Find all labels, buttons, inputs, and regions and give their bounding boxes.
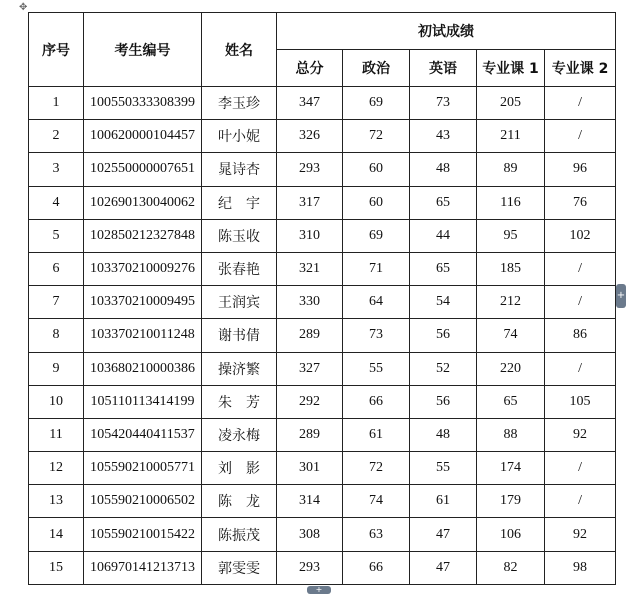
cell-politics: 64: [343, 286, 410, 319]
cell-major1: 212: [477, 286, 545, 319]
cell-index: 13: [29, 485, 84, 518]
cell-exam-id: 100550333308399: [84, 87, 202, 120]
cell-exam-id: 103370210009276: [84, 252, 202, 285]
cell-major2: /: [545, 286, 616, 319]
cell-exam-id: 105590210006502: [84, 485, 202, 518]
cell-index: 14: [29, 518, 84, 551]
cell-name: 李玉珍: [202, 87, 277, 120]
cell-major1: 95: [477, 219, 545, 252]
header-major2: 专业课 2: [545, 50, 616, 87]
cell-politics: 74: [343, 485, 410, 518]
table-row: [29, 120, 616, 153]
cell-exam-id: 102550000007651: [84, 153, 202, 186]
cell-english: 73: [410, 87, 477, 120]
cell-politics: 60: [343, 186, 410, 219]
cell-total: 326: [277, 120, 343, 153]
add-column-handle-icon[interactable]: +: [616, 284, 626, 308]
cell-politics: 63: [343, 518, 410, 551]
table-row: [29, 286, 616, 319]
cell-exam-id: 105420440411537: [84, 418, 202, 451]
cell-name: 朱芳: [202, 385, 277, 418]
cell-exam-id: 100620000104457: [84, 120, 202, 153]
cell-exam-id: 103370210011248: [84, 319, 202, 352]
header-row-1: [29, 13, 616, 50]
header-major1: 专业课 1: [477, 50, 545, 87]
cell-english: 56: [410, 385, 477, 418]
cell-index: 9: [29, 352, 84, 385]
cell-total: 301: [277, 452, 343, 485]
cell-major2: /: [545, 252, 616, 285]
cell-name: 谢书倩: [202, 319, 277, 352]
header-exam-id: 考生编号: [84, 13, 202, 87]
table-move-handle-icon[interactable]: ✥: [19, 2, 28, 13]
cell-english: 48: [410, 418, 477, 451]
cell-total: 289: [277, 418, 343, 451]
table-row: [29, 418, 616, 451]
cell-total: 347: [277, 87, 343, 120]
cell-english: 48: [410, 153, 477, 186]
cell-major2: /: [545, 352, 616, 385]
cell-english: 55: [410, 452, 477, 485]
table-row: [29, 219, 616, 252]
cell-major2: 105: [545, 385, 616, 418]
cell-major1: 74: [477, 319, 545, 352]
cell-major2: /: [545, 452, 616, 485]
cell-index: 6: [29, 252, 84, 285]
cell-exam-id: 105590210005771: [84, 452, 202, 485]
cell-exam-id: 103370210009495: [84, 286, 202, 319]
cell-major1: 205: [477, 87, 545, 120]
cell-major1: 211: [477, 120, 545, 153]
cell-english: 54: [410, 286, 477, 319]
cell-total: 289: [277, 319, 343, 352]
table-row: [29, 485, 616, 518]
cell-major2: 86: [545, 319, 616, 352]
cell-name: 张春艳: [202, 252, 277, 285]
table-row: [29, 87, 616, 120]
cell-major1: 106: [477, 518, 545, 551]
cell-politics: 55: [343, 352, 410, 385]
cell-index: 2: [29, 120, 84, 153]
cell-name: 郭雯雯: [202, 551, 277, 584]
cell-exam-id: 106970141213713: [84, 551, 202, 584]
table-row: [29, 352, 616, 385]
cell-index: 8: [29, 319, 84, 352]
cell-name: 王润宾: [202, 286, 277, 319]
table-row: [29, 153, 616, 186]
cell-index: 7: [29, 286, 84, 319]
cell-index: 3: [29, 153, 84, 186]
cell-total: 330: [277, 286, 343, 319]
cell-major1: 89: [477, 153, 545, 186]
cell-total: 293: [277, 551, 343, 584]
cell-index: 12: [29, 452, 84, 485]
cell-total: 308: [277, 518, 343, 551]
cell-major2: 92: [545, 518, 616, 551]
cell-english: 44: [410, 219, 477, 252]
cell-major1: 185: [477, 252, 545, 285]
score-table: [28, 12, 616, 585]
cell-major1: 65: [477, 385, 545, 418]
cell-total: 317: [277, 186, 343, 219]
header-name: 姓名: [202, 13, 277, 87]
cell-exam-id: 102850212327848: [84, 219, 202, 252]
cell-major1: 174: [477, 452, 545, 485]
cell-major2: 92: [545, 418, 616, 451]
cell-name: 凌永梅: [202, 418, 277, 451]
cell-major2: 96: [545, 153, 616, 186]
cell-exam-id: 105590210015422: [84, 518, 202, 551]
cell-politics: 72: [343, 452, 410, 485]
cell-english: 65: [410, 252, 477, 285]
cell-name: 陈龙: [202, 485, 277, 518]
cell-exam-id: 102690130040062: [84, 186, 202, 219]
cell-index: 10: [29, 385, 84, 418]
cell-exam-id: 103680210000386: [84, 352, 202, 385]
table-row: [29, 551, 616, 584]
cell-politics: 61: [343, 418, 410, 451]
cell-total: 292: [277, 385, 343, 418]
cell-major2: 98: [545, 551, 616, 584]
score-table-container: [28, 12, 615, 585]
cell-major2: 102: [545, 219, 616, 252]
table-row: [29, 385, 616, 418]
cell-total: 327: [277, 352, 343, 385]
cell-major2: /: [545, 485, 616, 518]
cell-politics: 69: [343, 219, 410, 252]
cell-politics: 66: [343, 385, 410, 418]
cell-total: 293: [277, 153, 343, 186]
cell-politics: 69: [343, 87, 410, 120]
cell-name: 晁诗杏: [202, 153, 277, 186]
cell-english: 61: [410, 485, 477, 518]
cell-politics: 71: [343, 252, 410, 285]
cell-major1: 82: [477, 551, 545, 584]
cell-major1: 88: [477, 418, 545, 451]
cell-name: 操济繁: [202, 352, 277, 385]
cell-politics: 73: [343, 319, 410, 352]
table-row: [29, 186, 616, 219]
cell-exam-id: 105110113414199: [84, 385, 202, 418]
table-row: [29, 252, 616, 285]
cell-index: 11: [29, 418, 84, 451]
cell-name: 叶小妮: [202, 120, 277, 153]
cell-name: 纪宇: [202, 186, 277, 219]
add-row-handle-icon[interactable]: +: [307, 586, 331, 594]
header-total: 总分: [277, 50, 343, 87]
cell-major1: 116: [477, 186, 545, 219]
cell-english: 56: [410, 319, 477, 352]
cell-english: 47: [410, 551, 477, 584]
cell-politics: 60: [343, 153, 410, 186]
cell-index: 1: [29, 87, 84, 120]
cell-total: 310: [277, 219, 343, 252]
cell-english: 43: [410, 120, 477, 153]
cell-major1: 220: [477, 352, 545, 385]
table-row: [29, 518, 616, 551]
cell-english: 65: [410, 186, 477, 219]
cell-index: 5: [29, 219, 84, 252]
table-row: [29, 452, 616, 485]
header-english: 英语: [410, 50, 477, 87]
cell-index: 15: [29, 551, 84, 584]
table-row: [29, 319, 616, 352]
cell-politics: 66: [343, 551, 410, 584]
cell-index: 4: [29, 186, 84, 219]
cell-major2: /: [545, 87, 616, 120]
cell-name: 陈玉收: [202, 219, 277, 252]
header-index: 序号: [29, 13, 84, 87]
cell-total: 321: [277, 252, 343, 285]
cell-major1: 179: [477, 485, 545, 518]
cell-name: 陈振茂: [202, 518, 277, 551]
header-prelim-group: 初试成绩: [277, 13, 616, 50]
cell-major2: /: [545, 120, 616, 153]
cell-total: 314: [277, 485, 343, 518]
header-politics: 政治: [343, 50, 410, 87]
cell-major2: 76: [545, 186, 616, 219]
cell-name: 刘影: [202, 452, 277, 485]
cell-politics: 72: [343, 120, 410, 153]
cell-english: 47: [410, 518, 477, 551]
cell-english: 52: [410, 352, 477, 385]
